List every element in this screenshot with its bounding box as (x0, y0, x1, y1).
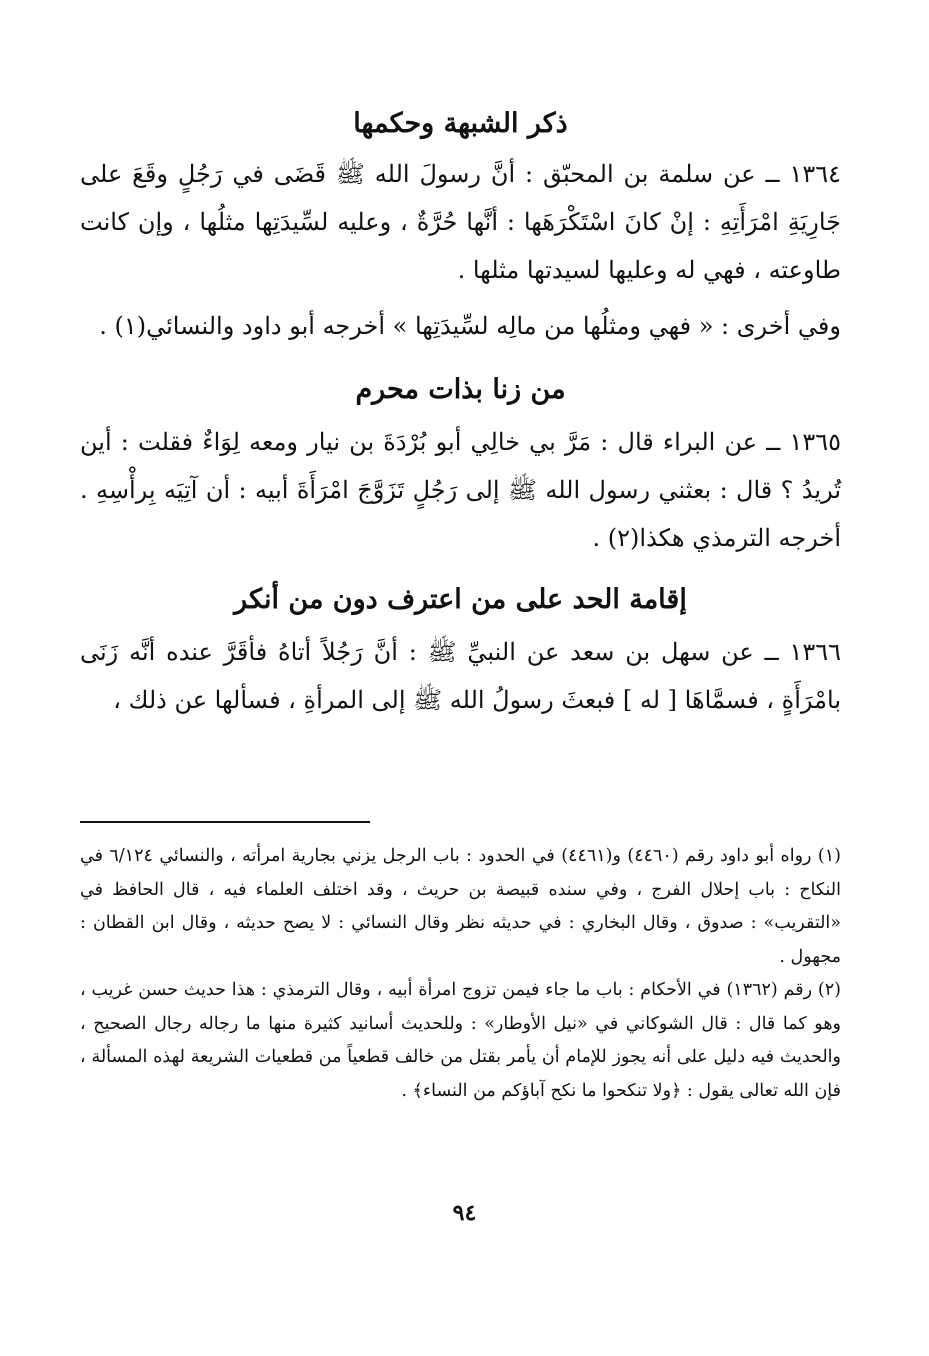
footnote-1-text: رواه أبو داود رقم (٤٤٦٠) و(٤٤٦١) في الحدود : باب الرجل يزني بجارية امرأته ، والنسائي ٦/١٢٤ في النكاح : باب إحلال الفرج ، وفي سنده قبيصة بن حريث ، وقد اختلف العلماء فيه ، قال الحافظ في «التقريب» : صدوق ، وقال البخاري : في حديثه نظر وقال النسائي : لا يصح حديثه ، وقال ابن القطان : مجهول . (80, 846, 842, 967)
main-text (80, 96, 841, 724)
footnote-2-mark: (٢) (817, 980, 841, 1000)
section-heading-doubt-ruling: ذكر الشبهة وحكمها (353, 108, 568, 139)
hadith-1366: ١٣٦٦ ــ عن سهل بن سعد عن النبيِّ ﷺ : أنَّ رَجُلاً أتاهُ فأقَرَّ عنده أنَّه زَنَى بامْرَأَةٍ ، فسمَّاهَا [ له ] فبعثَ رسولُ الله ﷺ إلى المرأةِ ، فسألها عن ذلك ، (80, 638, 841, 714)
footnote-2 (80, 974, 841, 1108)
section-heading-confession: إقامة الحد على من اعترف دون من أنكر (234, 584, 687, 615)
footnote-2-text: رقم (١٣٦٢) في الأحكام : باب ما جاء فيمن تزوج امرأة أبيه ، وقال الترمذي : هذا حديث حسن غريب ، وهو كما قال : قال الشوكاني في «نيل الأوطار» : وللحديث أسانيد كثيرة منها ما رجاله رجال الصحيح ، والحديث فيه دليل على أنه يجوز للإمام أن يأمر بقتل من خالف قطعياً من قطعيات الشريعة لهذه المسألة ، فإن الله تعالى يقول : ﴿ولا تنكحوا ما نكح آباؤكم من النساء﴾ . (80, 980, 841, 1101)
hadith-1364-variant: وفي أخرى : « فهي ومثلُها من مالِه لسِّيدَتِها » أخرجه أبو داود والنسائي(١) . (99, 312, 841, 340)
hadith-1364: ١٣٦٤ ــ عن سلمة بن المحبّق : أنَّ رسولَ الله ﷺ قَضَى في رَجُلٍ وقَعَ على جَارِيَةِ امْرَأَتِهِ : إنْ كانَ اسْتَكْرَهَها : أنَّها حُرَّةٌ ، وعليه لسِّيدَتِها مثلُها ، وإن كانت طاوعته ، فهي له وعليها لسيدتها مثلها . (80, 160, 841, 284)
footnote-1 (80, 840, 841, 974)
footnote-1-mark: (١) (817, 846, 841, 866)
footnote-divider (80, 821, 370, 823)
footnotes (80, 840, 841, 1108)
section-heading-mahram: من زنا بذات محرم (355, 374, 566, 405)
page-number: ٩٤ (452, 1200, 477, 1226)
hadith-1365: ١٣٦٥ ــ عن البراء قال : مَرَّ بي خالِي أبو بُرْدَةَ بن نيار ومعه لِوَاءٌ فقلت : أين تُريدُ ؟ قال : بعثني رسول الله ﷺ إلى رَجُلٍ تَزَوَّجَ امْرَأَةَ أبيه : أن آتِيَه بِرأْسِهِ . أخرجه الترمذي هكذا(٢) . (80, 428, 841, 552)
